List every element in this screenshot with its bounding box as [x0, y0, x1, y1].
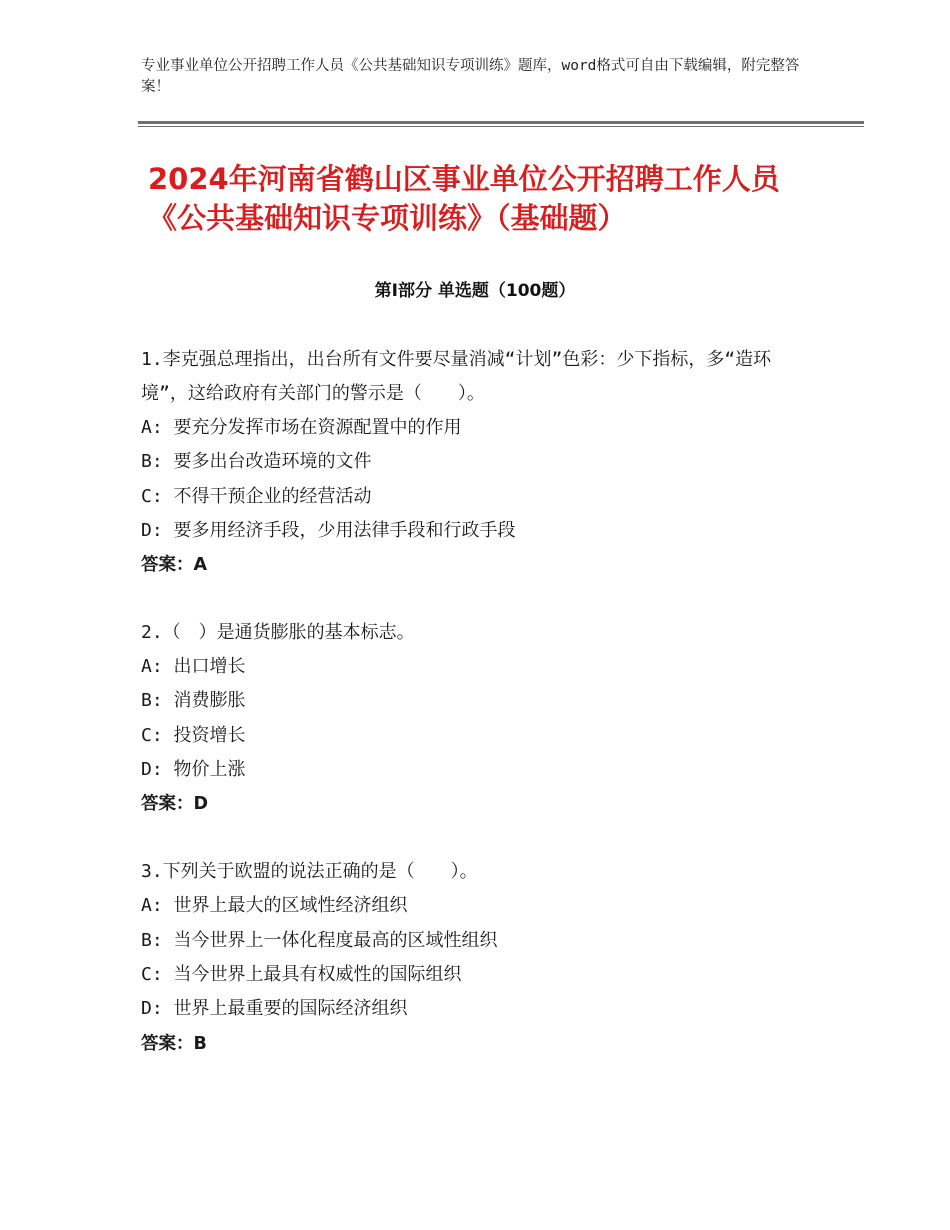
section-heading: 第Ⅰ部分 单选题（100题）	[374, 281, 576, 301]
answer-line: 答案：D	[141, 794, 209, 815]
option-d: D: 世界上最重要的国际经济组织	[141, 998, 408, 1020]
option-b: B: 要多出台改造环境的文件	[141, 451, 372, 473]
header-divider-thin	[138, 126, 864, 127]
option-a: A: 要充分发挥市场在资源配置中的作用	[141, 417, 462, 438]
document-title: 2024年河南省鹤山区事业单位公开招聘工作人员《公共基础知识专项训练》（基础题）	[148, 162, 780, 235]
question-list	[141, 343, 801, 1095]
answer-line: 答案：B	[141, 1033, 207, 1054]
option-b: B: 消费膨胀	[141, 690, 246, 712]
option-c: C: 不得干预企业的经营活动	[141, 485, 372, 507]
option-a: A: 出口增长	[141, 656, 246, 678]
option-c: C: 当今世界上最具有权威性的国际组织	[141, 963, 462, 985]
question-3	[141, 855, 801, 1060]
answer-line: 答案：A	[141, 555, 208, 576]
option-c: C: 投资增长	[141, 724, 246, 746]
option-d: D: 物价上涨	[141, 759, 246, 781]
question-1	[141, 343, 801, 582]
header-divider-thick	[138, 121, 864, 124]
question-stem: 2.（ ）是通货膨胀的基本标志。	[141, 622, 415, 644]
question-stem: 1.李克强总理指出，出台所有文件要尽量消减“计划”色彩：少下指标，多“造环境”，这给政府有关部门的警示是（ ）。	[141, 349, 772, 404]
question-2	[141, 616, 801, 821]
option-a: A: 世界上最大的区域性经济组织	[141, 895, 408, 917]
option-d: D: 要多用经济手段，少用法律手段和行政手段	[141, 519, 516, 541]
question-stem: 3.下列关于欧盟的说法正确的是（ ）。	[141, 861, 478, 883]
header-note: 专业事业单位公开招聘工作人员《公共基础知识专项训练》题库，word格式可自由下载编辑，附完整答案！	[141, 58, 800, 95]
option-b: B: 当今世界上一体化程度最高的区域性组织	[141, 929, 498, 951]
